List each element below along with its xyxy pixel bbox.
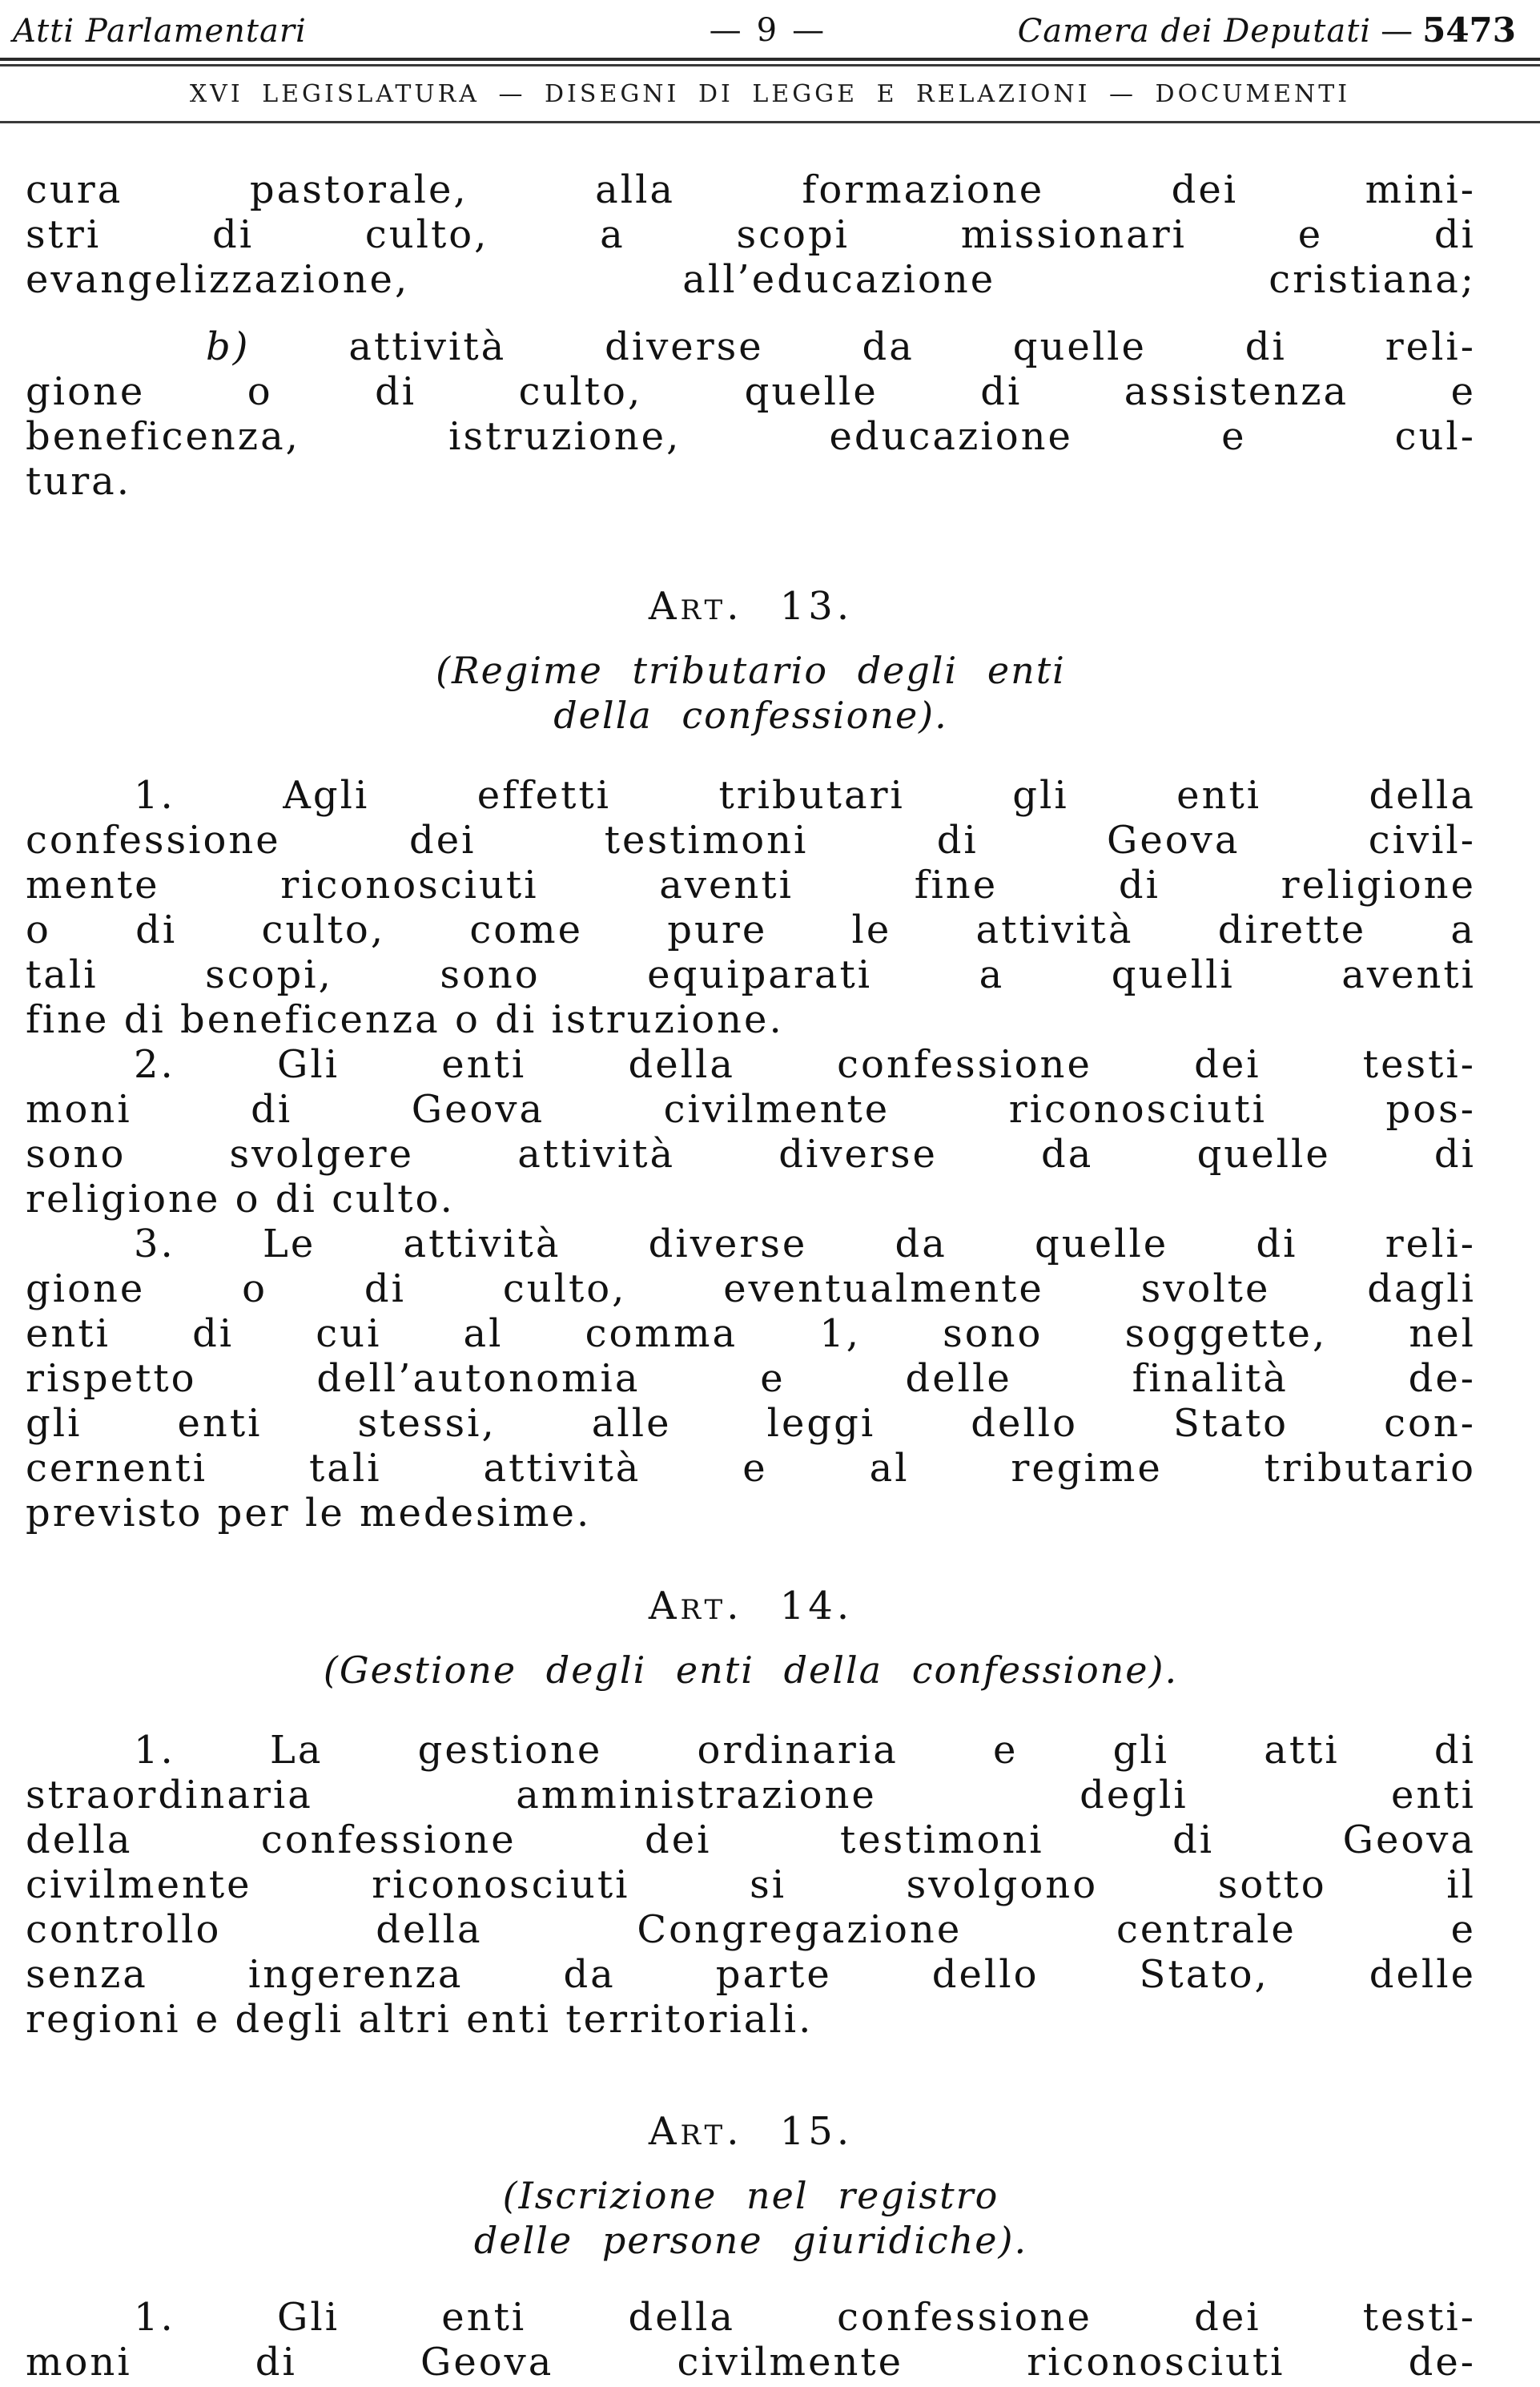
article-number: 15. — [779, 2109, 854, 2154]
text-line: fine di beneficenza o di istruzione. — [26, 997, 784, 1042]
text-line: 2. Gli enti della confessione dei testi- — [134, 1042, 1476, 1087]
text-line: tura. — [26, 459, 132, 504]
single-rule-divider — [0, 121, 1540, 123]
text-line: tali scopi, sono equiparati a quelli aventi — [26, 952, 1476, 997]
list-marker-b: b) — [206, 324, 251, 369]
text-line: gione o di culto, quelle di assistenza e — [26, 369, 1476, 414]
text-line: controllo della Congregazione centrale e — [26, 1907, 1476, 1952]
text-line: regioni e degli altri enti territoriali. — [26, 1997, 814, 2042]
text-line: religione o di culto. — [26, 1177, 455, 1222]
text-line: moni di Geova civilmente riconosciuti pos- — [26, 1087, 1476, 1132]
text-line: della confessione dei testimoni di Geova — [26, 1817, 1476, 1862]
article-number: 14. — [779, 1584, 854, 1628]
article-14-heading — [26, 1584, 1476, 1628]
article-14-comma-1 — [26, 1728, 1476, 2042]
text-line: confessione dei testimoni di Geova civil- — [26, 818, 1476, 863]
text-line: civilmente riconosciuti si svolgono sotto il — [26, 1862, 1476, 1907]
header-chamber-block — [1018, 11, 1516, 50]
page-number-block — [695, 11, 839, 50]
text-line: cernenti tali attività e al regime tributario — [26, 1446, 1476, 1491]
double-rule-divider — [0, 58, 1540, 66]
text-line: 1. Gli enti della confessione dei testi- — [134, 2295, 1476, 2340]
article-15-comma-1 — [26, 2295, 1476, 2385]
article-number: 13. — [779, 584, 854, 629]
article-15-subtitle — [26, 2173, 1476, 2263]
article-13-comma-2 — [26, 1042, 1476, 1222]
document-number: 5473 — [1422, 10, 1516, 50]
article-15-heading — [26, 2109, 1476, 2154]
text-line: enti di cui al comma 1, sono soggette, nel — [26, 1311, 1476, 1356]
text-line: sono svolgere attività diverse da quelle di — [26, 1132, 1476, 1177]
paragraph-item-b — [26, 324, 1476, 504]
subtitle-line: delle persone giuridiche). — [473, 2219, 1028, 2262]
text-line: gli enti stessi, alle leggi dello Stato con- — [26, 1401, 1476, 1446]
article-label: Art. — [648, 2109, 743, 2154]
text-line: 1. Agli effetti tributari gli enti della — [134, 773, 1476, 818]
header-chamber-title: Camera dei Deputati — [1017, 13, 1372, 50]
dash-glyph: — — [792, 12, 826, 49]
paragraph-cura-pastorale — [26, 167, 1476, 302]
page-number: 9 — [756, 12, 778, 49]
subtitle-line: (Regime tributario degli enti — [436, 649, 1066, 692]
text-line: senza ingerenza da parte dello Stato, delle — [26, 1952, 1476, 1997]
text-line: evangelizzazione, all’educazione cristiana; — [26, 257, 1476, 302]
text-line — [26, 324, 1476, 369]
header-publication-title: Atti Parlamentari — [13, 13, 307, 50]
legislature-line: XVI LEGISLATURA — DISEGNI DI LEGGE E RELAZIONI — DOCUMENTI — [189, 80, 1351, 108]
article-13-comma-3 — [26, 1222, 1476, 1536]
text-line: o di culto, come pure le attività dirette a — [26, 908, 1476, 952]
article-14-subtitle — [26, 1648, 1476, 1693]
dash-glyph: — — [709, 12, 742, 49]
subtitle-line: della confessione). — [553, 694, 948, 737]
subtitle-line: (Iscrizione nel registro — [502, 2174, 999, 2217]
text-line: previsto per le medesime. — [26, 1491, 592, 1536]
body-text-column — [0, 167, 1540, 2385]
article-label: Art. — [648, 1584, 743, 1628]
text-line: stri di culto, a scopi missionari e di — [26, 212, 1476, 257]
text-line: beneficenza, istruzione, educazione e cul- — [26, 414, 1476, 459]
article-13-comma-1 — [26, 773, 1476, 1042]
text-line: rispetto dell’autonomia e delle finalità de- — [26, 1356, 1476, 1401]
text-line: cura pastorale, alla formazione dei mini- — [26, 167, 1476, 212]
text-line: 1. La gestione ordinaria e gli atti di — [134, 1728, 1476, 1773]
article-13-subtitle — [26, 648, 1476, 738]
article-13-heading — [26, 584, 1476, 629]
text-line: mente riconosciuti aventi fine di religione — [26, 863, 1476, 908]
dash-glyph: — — [1381, 13, 1413, 50]
subtitle-line: (Gestione degli enti della confessione). — [323, 1648, 1179, 1692]
article-label: Art. — [648, 584, 743, 629]
text-span: attività diverse da quelle di reli- — [348, 324, 1476, 369]
page-header — [0, 0, 1540, 50]
text-line: straordinaria amministrazione degli enti — [26, 1773, 1476, 1817]
text-line: moni di Geova civilmente riconosciuti de- — [26, 2340, 1476, 2385]
text-line: 3. Le attività diverse da quelle di reli- — [134, 1222, 1476, 1266]
text-line: gione o di culto, eventualmente svolte dagli — [26, 1266, 1476, 1311]
